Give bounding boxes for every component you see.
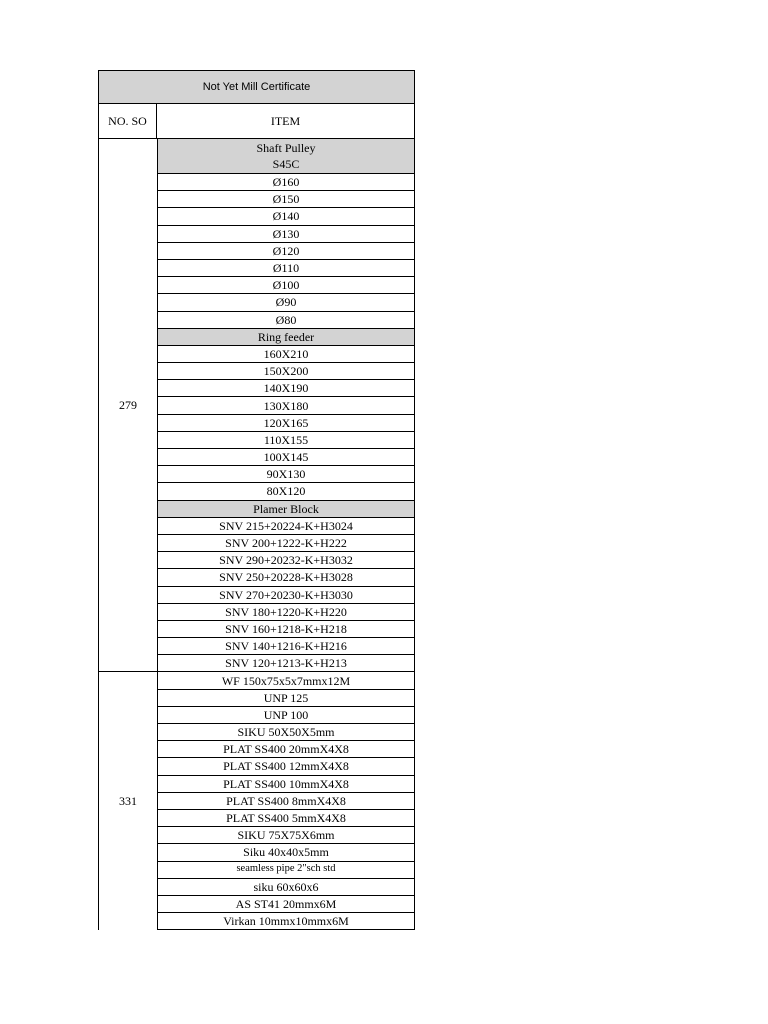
item-row xyxy=(157,862,415,879)
section-header-row xyxy=(157,139,415,174)
item-text: SNV 180+1220-K+H220 xyxy=(225,604,347,619)
item-text: 90X130 xyxy=(266,467,306,482)
item-text: Ø160 xyxy=(272,175,300,190)
item-row xyxy=(157,174,415,191)
table-body xyxy=(98,139,415,930)
item-text: SIKU 50X50X5mm xyxy=(237,725,335,740)
item-row xyxy=(157,707,415,724)
item-text: SNV 160+1218-K+H218 xyxy=(225,621,347,636)
item-row xyxy=(157,621,415,638)
item-row xyxy=(157,638,415,655)
item-text: SNV 120+1213-K+H213 xyxy=(225,656,347,671)
table-title: Not Yet Mill Certificate xyxy=(98,70,415,104)
item-text: SNV 140+1216-K+H216 xyxy=(225,639,347,654)
item-text: 140X190 xyxy=(263,381,309,396)
column-header-item: ITEM xyxy=(270,113,301,128)
item-row xyxy=(157,260,415,277)
item-text: SNV 290+20232-K+H3032 xyxy=(219,553,353,568)
item-text: Ø80 xyxy=(275,312,297,327)
item-text: Ø130 xyxy=(272,226,300,241)
item-text: UNP 100 xyxy=(263,707,309,722)
item-text: 130X180 xyxy=(263,398,309,413)
item-row xyxy=(157,294,415,311)
item-text: 150X200 xyxy=(263,364,309,379)
item-row xyxy=(157,208,415,225)
item-text: Ø120 xyxy=(272,243,300,258)
item-row xyxy=(157,380,415,397)
item-text: Ø100 xyxy=(272,278,300,293)
item-row xyxy=(157,776,415,793)
item-text: 100X145 xyxy=(263,450,309,465)
item-text: Ø110 xyxy=(272,261,300,276)
item-text: PLAT SS400 8mmX4X8 xyxy=(226,793,346,808)
item-row xyxy=(157,449,415,466)
item-row xyxy=(157,397,415,414)
item-list xyxy=(157,672,415,930)
item-row xyxy=(157,879,415,896)
item-row xyxy=(157,191,415,208)
item-text: Plamer Block xyxy=(253,501,319,516)
item-list xyxy=(157,139,415,672)
item-row xyxy=(157,518,415,535)
item-row xyxy=(157,363,415,380)
column-header-no-so: NO. SO xyxy=(99,104,157,138)
item-text: seamless pipe 2"sch std xyxy=(236,863,336,875)
item-text: Ø140 xyxy=(272,209,300,224)
item-text: Ring feeder xyxy=(257,329,315,344)
item-row xyxy=(157,655,415,672)
item-text: SNV 200+1222-K+H222 xyxy=(225,536,347,551)
item-row xyxy=(157,483,415,500)
item-text: Virkan 10mmx10mmx6M xyxy=(223,914,349,929)
item-text: 160X210 xyxy=(263,346,309,361)
item-text: AS ST41 20mmx6M xyxy=(235,896,337,911)
item-row xyxy=(157,226,415,243)
item-row xyxy=(157,346,415,363)
item-row xyxy=(157,741,415,758)
item-text: SIKU 75X75X6mm xyxy=(237,828,335,843)
mill-certificate-table xyxy=(98,70,415,930)
item-row xyxy=(157,758,415,775)
item-text: Ø90 xyxy=(275,295,297,310)
item-text: UNP 125 xyxy=(263,690,309,705)
item-row xyxy=(157,243,415,260)
item-row xyxy=(157,913,415,930)
item-row xyxy=(157,604,415,621)
item-row xyxy=(157,724,415,741)
item-row xyxy=(157,810,415,827)
item-row xyxy=(157,793,415,810)
item-row xyxy=(157,587,415,604)
item-row xyxy=(157,844,415,861)
item-row xyxy=(157,277,415,294)
item-row xyxy=(157,569,415,586)
so-number: 331 xyxy=(98,672,157,930)
item-text: SNV 270+20230-K+H3030 xyxy=(219,587,353,602)
item-text: SNV 250+20228-K+H3028 xyxy=(219,570,353,585)
item-text: SNV 215+20224-K+H3024 xyxy=(219,518,353,533)
item-row xyxy=(157,827,415,844)
so-group xyxy=(98,139,415,672)
item-text: 120X165 xyxy=(263,415,309,430)
item-row xyxy=(157,535,415,552)
item-row xyxy=(157,690,415,707)
so-number: 279 xyxy=(98,139,157,672)
item-text: Shaft Pulley xyxy=(256,141,316,155)
item-text: PLAT SS400 20mmX4X8 xyxy=(223,742,349,757)
item-row xyxy=(157,672,415,689)
item-row xyxy=(157,312,415,329)
section-header-row xyxy=(157,329,415,346)
item-row xyxy=(157,466,415,483)
item-text: WF 150x75x5x7mmx12M xyxy=(221,673,351,688)
section-header-row xyxy=(157,501,415,518)
item-text: Siku 40x40x5mm xyxy=(243,845,329,860)
item-row xyxy=(157,432,415,449)
item-text: siku 60x60x6 xyxy=(253,879,319,894)
item-text: Ø150 xyxy=(272,192,300,207)
item-row xyxy=(157,896,415,913)
item-row xyxy=(157,552,415,569)
so-group xyxy=(98,672,415,930)
item-text: PLAT SS400 5mmX4X8 xyxy=(226,811,346,826)
item-text: 80X120 xyxy=(266,484,306,499)
item-text: 110X155 xyxy=(263,432,309,447)
table-header xyxy=(98,104,415,139)
item-subtext: S45C xyxy=(272,157,300,171)
item-text: PLAT SS400 10mmX4X8 xyxy=(223,776,349,791)
item-row xyxy=(157,415,415,432)
item-text: PLAT SS400 12mmX4X8 xyxy=(223,759,349,774)
